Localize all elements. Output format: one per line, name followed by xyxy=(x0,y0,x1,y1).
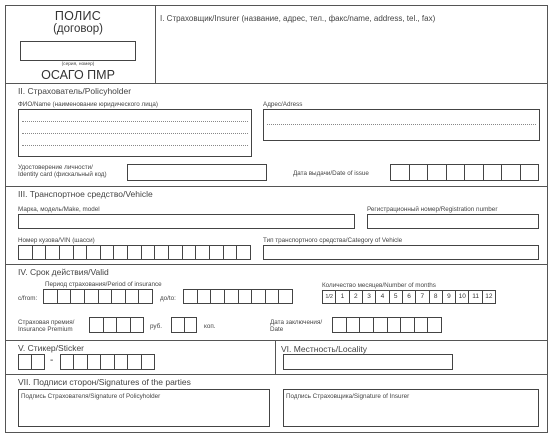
month-option[interactable]: 5 xyxy=(389,291,402,303)
issue-date-field[interactable] xyxy=(390,164,539,181)
month-option[interactable]: 1/2 xyxy=(325,294,333,300)
month-option[interactable]: 6 xyxy=(402,291,415,303)
policyholder-signature-label: Подпись Страхователя/Signature of Policyholder xyxy=(21,393,161,400)
holder-address-label: Адрес/Adress xyxy=(263,101,303,108)
header-divider xyxy=(155,5,156,83)
month-option[interactable]: 9 xyxy=(442,291,455,303)
holder-address-field[interactable] xyxy=(263,109,540,141)
sticker-dash: - xyxy=(50,355,54,366)
premium-label-line2: Insurance Premium xyxy=(18,326,73,334)
contract-date-label-line2: Date xyxy=(270,326,284,334)
month-option[interactable]: 4 xyxy=(375,291,388,303)
month-option[interactable]: 12 xyxy=(482,291,495,303)
section-divider xyxy=(5,374,548,375)
contract-date-label xyxy=(270,319,322,333)
insurance-period-label: Период страхования/Period of insurance xyxy=(45,281,162,288)
policy-title-line1: ПОЛИС xyxy=(54,9,102,23)
month-option[interactable]: 7 xyxy=(415,291,428,303)
issue-date-label: Дата выдачи/Date of issue xyxy=(293,170,369,177)
identity-card-field[interactable] xyxy=(127,164,267,181)
section-divider xyxy=(5,340,548,341)
period-from-field[interactable] xyxy=(43,289,153,304)
locality-field[interactable] xyxy=(283,354,453,370)
policy-title xyxy=(18,9,138,35)
policy-number-field[interactable] xyxy=(20,41,136,61)
contract-date-label-line1: Дата заключения/ xyxy=(270,319,323,326)
premium-kop-field[interactable] xyxy=(171,317,197,333)
month-option[interactable]: 3 xyxy=(362,291,375,303)
make-model-field[interactable] xyxy=(18,214,355,229)
validity-section-title: IV. Срок действия/Valid xyxy=(18,267,109,277)
vin-label: Номер кузова/VIN (шасси) xyxy=(18,237,95,244)
month-option[interactable]: 10 xyxy=(455,291,468,303)
name-dotted-line xyxy=(22,133,248,134)
from-label: с/from: xyxy=(18,295,38,302)
vehicle-category-field[interactable] xyxy=(263,245,539,260)
registration-number-label: Регистрационный номер/Registration number xyxy=(367,206,498,213)
to-label: до/to: xyxy=(160,295,176,302)
identity-card-label-line1: Удостоверение личности/ xyxy=(18,164,93,171)
premium-rub-field[interactable] xyxy=(89,317,144,333)
registration-number-field[interactable] xyxy=(367,214,539,229)
kop-label: коп. xyxy=(204,323,216,330)
month-option[interactable]: 1 xyxy=(335,291,348,303)
section-divider xyxy=(5,83,548,84)
sticker-number-field[interactable] xyxy=(60,354,155,370)
vehicle-section-title: III. Транспортное средство/Vehicle xyxy=(18,189,153,199)
vin-field[interactable] xyxy=(18,245,251,260)
sticker-series-field[interactable] xyxy=(18,354,45,370)
holder-name-label: ФИО/Name (наименование юридического лица) xyxy=(18,101,158,108)
policyholder-section-title: II. Страхователь/Policyholder xyxy=(18,86,132,96)
rub-label: руб. xyxy=(150,323,163,330)
month-option[interactable]: 8 xyxy=(429,291,442,303)
section-divider xyxy=(5,264,548,265)
identity-card-label xyxy=(18,164,107,178)
month-option[interactable]: 11 xyxy=(468,291,481,303)
name-dotted-line xyxy=(22,145,248,146)
period-to-field[interactable] xyxy=(183,289,293,304)
insurer-signature-label: Подпись Страховщика/Signature of Insurer xyxy=(286,393,410,400)
months-count-label: Количество месяцев/Number of months xyxy=(322,282,436,289)
contract-date-field[interactable] xyxy=(332,317,442,333)
policy-title-line2: (договор) xyxy=(53,23,103,35)
series-number-caption: (серия, номер) xyxy=(61,62,95,67)
address-dotted-line xyxy=(267,124,536,125)
policy-title-line3: ОСАГО ПМР xyxy=(41,68,115,82)
premium-label xyxy=(18,319,74,333)
sticker-locality-divider xyxy=(275,340,276,374)
name-dotted-line xyxy=(22,121,248,122)
section-divider xyxy=(5,186,548,187)
insurer-label: I. Страховщик/Insurer (название, адрес, тел., факс/name, address, tel., fax) xyxy=(160,14,436,23)
vehicle-category-label: Тип транспортного средства/Category of Vehicle xyxy=(263,237,403,244)
signatures-section-title: VII. Подписи сторон/Signatures of the parties xyxy=(18,377,191,387)
make-model-label: Марка, модель/Make, model xyxy=(18,206,100,213)
locality-section-title: VI. Местность/Locality xyxy=(281,344,367,354)
premium-label-line1: Страховая премия/ xyxy=(18,319,75,326)
month-option[interactable]: 2 xyxy=(349,291,362,303)
identity-card-label-line2: Identity card (фискальный код) xyxy=(18,171,107,179)
months-selector[interactable] xyxy=(322,290,496,304)
sticker-section-title: V. Стикер/Sticker xyxy=(18,343,84,353)
